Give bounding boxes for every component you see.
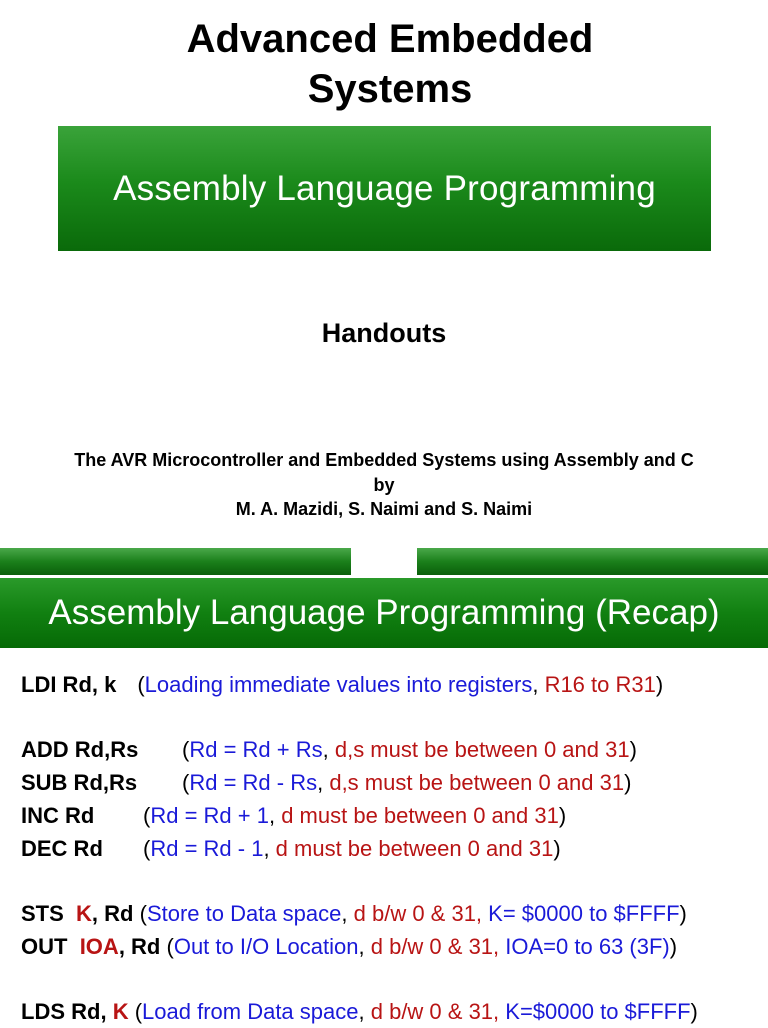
operand-k: K bbox=[112, 999, 129, 1024]
range: d,s must be between 0 and 31 bbox=[334, 737, 630, 762]
opcode: LDS Rd, bbox=[21, 999, 107, 1024]
mnemonic: ADD Rd,Rs bbox=[21, 737, 139, 762]
instruction-dec: DEC Rd (Rd = Rd - 1, d must be between 0 and 31) bbox=[21, 833, 561, 865]
description: Rd = Rd - Rs bbox=[189, 770, 318, 795]
range: d,s must be between 0 and 31 bbox=[329, 770, 625, 795]
divider-bar-left bbox=[0, 548, 351, 575]
operand-rd: Rd bbox=[104, 901, 134, 926]
range: d b/w 0 & 31, bbox=[370, 934, 500, 959]
course-title-line1: Advanced Embedded bbox=[186, 17, 594, 61]
course-title-line2: Systems bbox=[307, 67, 473, 111]
description: Rd = Rd + Rs bbox=[189, 737, 323, 762]
mnemonic: LDI Rd, k bbox=[21, 672, 117, 697]
citation-by: by bbox=[373, 474, 395, 495]
instruction-out: OUT IOA, Rd (Out to I/O Location, d b/w 0 & 31, IOA=0 to 63 (3F)) bbox=[21, 934, 678, 959]
opcode: STS bbox=[21, 901, 64, 926]
instruction-sub: SUB Rd,Rs (Rd = Rd - Rs, d,s must be between 0 and 31) bbox=[21, 767, 631, 799]
operand-ioa: IOA bbox=[79, 934, 119, 959]
instruction-lds: LDS Rd, K (Load from Data space, d b/w 0 & 31, K=$0000 to $FFFF) bbox=[21, 999, 698, 1024]
operand-rd: Rd bbox=[131, 934, 161, 959]
instruction-sts: STS K, Rd (Store to Data space, d b/w 0 & 31, K= $0000 to $FFFF) bbox=[21, 901, 687, 926]
recap-title: Assembly Language Programming (Recap) bbox=[48, 593, 720, 632]
description: Rd = Rd + 1 bbox=[150, 803, 269, 828]
citation bbox=[0, 448, 768, 522]
address-range: IOA=0 to 63 (3F) bbox=[505, 934, 670, 959]
title-banner bbox=[58, 126, 711, 251]
recap-banner bbox=[0, 578, 768, 648]
mnemonic: SUB Rd,Rs bbox=[21, 770, 138, 795]
citation-book: The AVR Microcontroller and Embedded Systems using Assembly and C bbox=[74, 450, 694, 470]
handouts-label: Handouts bbox=[321, 318, 447, 348]
range: d must be between 0 and 31 bbox=[275, 836, 554, 861]
address-range: K=$0000 to $FFFF bbox=[505, 999, 691, 1024]
range: d must be between 0 and 31 bbox=[281, 803, 559, 828]
citation-authors: M. A. Mazidi, S. Naimi and S. Naimi bbox=[235, 499, 533, 519]
description: Out to I/O Location bbox=[173, 934, 359, 959]
address-range: K= $0000 to $FFFF bbox=[488, 901, 680, 926]
range: d b/w 0 & 31, bbox=[370, 999, 500, 1024]
description: Load from Data space bbox=[142, 999, 359, 1024]
mnemonic: DEC Rd bbox=[21, 836, 103, 861]
instruction-inc: INC Rd (Rd = Rd + 1, d must be between 0 and 31) bbox=[21, 800, 566, 832]
range: R16 to R31 bbox=[544, 672, 656, 697]
range: d b/w 0 & 31, bbox=[353, 901, 483, 926]
divider-bar-right bbox=[417, 548, 768, 575]
description: Loading immediate values into registers bbox=[144, 672, 533, 697]
instruction-add: ADD Rd,Rs (Rd = Rd + Rs, d,s must be between 0 and 31) bbox=[21, 734, 637, 766]
banner-title: Assembly Language Programming bbox=[113, 168, 656, 208]
mnemonic: INC Rd bbox=[21, 803, 95, 828]
description: Rd = Rd - 1 bbox=[150, 836, 264, 861]
description: Store to Data space bbox=[146, 901, 342, 926]
instruction-ldi: LDI Rd, k (Loading immediate values into registers, R16 to R31) bbox=[21, 672, 664, 697]
operand-k: K bbox=[76, 901, 92, 926]
opcode: OUT bbox=[21, 934, 68, 959]
course-title bbox=[0, 14, 768, 114]
